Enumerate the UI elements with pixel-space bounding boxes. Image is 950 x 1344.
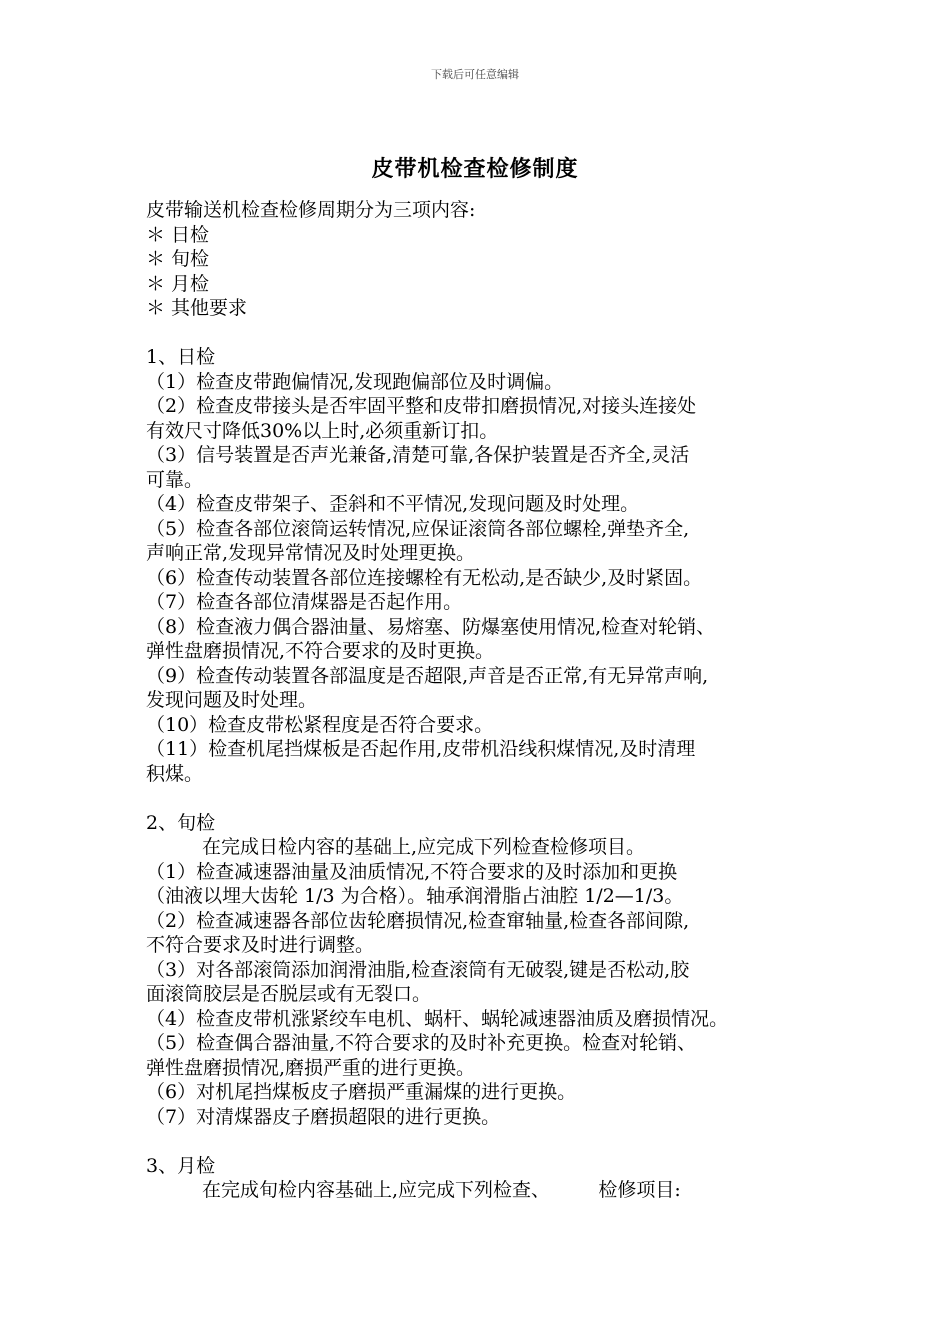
document-title: 皮带机检查检修制度 (371, 156, 579, 182)
document-body (146, 198, 816, 1203)
daily-section (146, 345, 816, 786)
section-intro: 在完成旬检内容基础上,应完成下列检查、 检修项目: (202, 1179, 681, 1201)
check-item: （2）检查皮带接头是否牢固平整和皮带扣磨损情况,对接头连接处 (146, 395, 697, 417)
check-item: （1）检查皮带跑偏情况,发现跑偏部位及时调偏。 (146, 370, 564, 393)
check-item-continued: 声响正常,发现异常情况及时处理更换。 (146, 542, 476, 564)
check-item: （3）信号装置是否声光兼备,清楚可靠,各保护装置是否齐全,灵活 (146, 444, 690, 466)
bullet-item: ＊ 日检 (146, 223, 210, 246)
bullet-item: ＊ 月检 (146, 272, 210, 295)
check-item-continued: 积煤。 (146, 762, 204, 785)
header-note: 下载后可任意编辑 (431, 68, 519, 81)
check-item-continued: 发现问题及时处理。 (146, 689, 318, 711)
check-item: （2）检查减速器各部位齿轮磨损情况,检查窜轴量,检查各部间隙, (146, 909, 690, 932)
check-item: （7）对清煤器皮子磨损超限的进行更换。 (146, 1105, 501, 1128)
check-item: （8）检查液力偶合器油量、易熔塞、防爆塞使用情况,检查对轮销、 (146, 615, 716, 638)
check-item: （4）检查皮带机涨紧绞车电机、蜗杆、蜗轮减速器油质及磨损情况。 (146, 1007, 729, 1030)
check-item: （9）检查传动装置各部温度是否超限,声音是否正常,有无异常声响, (146, 664, 709, 687)
spacer (146, 1129, 816, 1154)
check-item-continued: 不符合要求及时进行调整。 (146, 934, 375, 956)
check-item-continued: 弹性盘磨损情况,磨损严重的进行更换。 (146, 1056, 476, 1079)
bullet-item: ＊ 其他要求 (146, 297, 248, 319)
check-item: （5）检查各部位滚筒运转情况,应保证滚筒各部位螺栓,弹垫齐全, (146, 517, 690, 540)
intro-line: 皮带输送机检查检修周期分为三项内容: (146, 199, 476, 221)
check-item: （11）检查机尾挡煤板是否起作用,皮带机沿线积煤情况,及时清理 (146, 738, 696, 760)
ten-day-section (146, 811, 816, 1130)
section-heading: 3、月检 (146, 1154, 216, 1177)
monthly-section (146, 1154, 816, 1203)
check-item-continued: 有效尺寸降低30%以上时,必须重新订扣。 (146, 419, 499, 442)
intro-section (146, 198, 816, 321)
spacer (146, 321, 816, 346)
check-item: （6）对机尾挡煤板皮子磨损严重漏煤的进行更换。 (146, 1081, 577, 1103)
bullet-item: ＊ 旬检 (146, 248, 210, 270)
check-item-continued: （油液以埋大齿轮 1/3 为合格）。轴承润滑脂占油腔 1/2—1/3。 (146, 885, 684, 907)
spacer (146, 786, 816, 811)
check-item-continued: 面滚筒胶层是否脱层或有无裂口。 (146, 983, 432, 1005)
check-item: （7）检查各部位清煤器是否起作用。 (146, 591, 463, 613)
section-intro: 在完成日检内容的基础上,应完成下列检查检修项目。 (202, 836, 646, 858)
check-item: （10）检查皮带松紧程度是否符合要求。 (146, 713, 494, 736)
check-item: （1）检查减速器油量及油质情况,不符合要求的及时添加和更换 (146, 860, 678, 883)
check-item-continued: 弹性盘磨损情况,不符合要求的及时更换。 (146, 640, 495, 662)
check-item: （3）对各部滚筒添加润滑油脂,检查滚筒有无破裂,键是否松动,胶 (146, 958, 690, 981)
check-item: （6）检查传动装置各部位连接螺栓有无松动,是否缺少,及时紧固。 (146, 566, 703, 589)
check-item: （4）检查皮带架子、歪斜和不平情况,发现问题及时处理。 (146, 493, 640, 515)
check-item-continued: 可靠。 (146, 468, 204, 491)
section-heading: 2、旬检 (146, 811, 216, 834)
check-item: （5）检查偶合器油量,不符合要求的及时补充更换。检查对轮销、 (146, 1032, 697, 1054)
section-heading: 1、日检 (146, 346, 216, 368)
